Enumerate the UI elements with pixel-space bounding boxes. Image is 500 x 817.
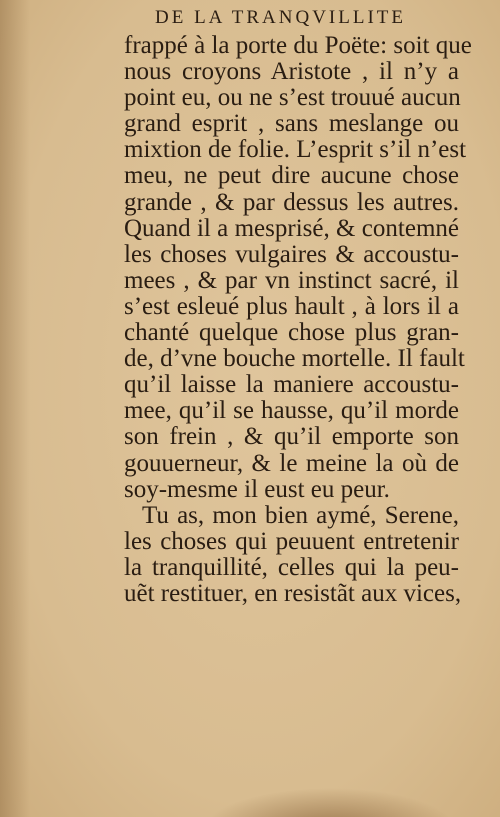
text-line-paragraph-end: soy-mesme il eust eu peur. <box>124 475 390 503</box>
text-line: mees , & par vn instinct sacré, il <box>124 266 459 294</box>
text-line: grand esprit , sans meslange ou <box>124 110 459 138</box>
gutter-shadow <box>0 0 30 817</box>
text-line-paragraph-start: Tu as, mon bien aymé, Serene, <box>142 501 459 529</box>
text-line: les choses qui peuuent entretenir <box>124 527 459 555</box>
text-line: mixtion de folie. L’esprit s’il n’est <box>124 136 467 164</box>
text-line: point eu, ou ne s’est trouué aucun <box>124 84 461 112</box>
text-line: frappé à la porte du Poëte: soit que <box>124 32 472 59</box>
body-text <box>124 32 472 607</box>
text-line: qu’il laisse la maniere accoustu- <box>124 371 459 399</box>
text-line: mee, qu’il se hausse, qu’il morde <box>124 397 459 425</box>
text-line: chanté quelque chose plus gran- <box>124 319 459 347</box>
text-line: les choses vulgaires & accoustu- <box>124 240 459 268</box>
text-line: Quand il a mesprisé, & contemné <box>124 214 459 242</box>
text-line: de, d’vne bouche mortelle. Il fault <box>124 345 465 373</box>
text-line: grande , & par dessus les autres. <box>124 188 459 216</box>
text-line: gouuerneur, & le meine la où de <box>124 449 459 477</box>
text-line: la tranquillité, celles qui la peu- <box>124 553 459 581</box>
running-head: DE LA TRANQVILLITE <box>155 7 407 28</box>
text-line: nous croyons Aristote , il n’y a <box>124 58 459 86</box>
text-line: s’est esleué plus hault , à lors il a <box>124 292 459 320</box>
text-line: son frein , & qu’il emporte son <box>124 423 459 451</box>
text-line: uẽt restituer, en resistãt aux vices, <box>124 579 462 607</box>
text-line: meu, ne peut dire aucune chose <box>124 162 459 190</box>
